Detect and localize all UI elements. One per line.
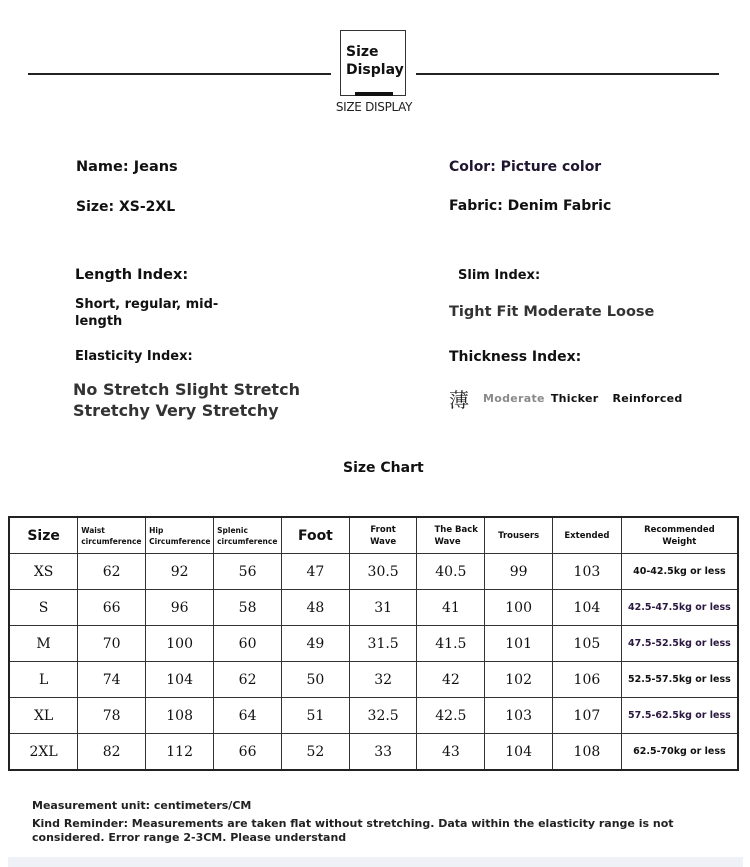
header-splenic: Splenic circumference — [214, 517, 282, 554]
header-rule-left — [28, 73, 331, 75]
cell-front-wave: 30.5 — [349, 554, 417, 590]
cell-foot: 48 — [282, 590, 350, 626]
cell-waist: 70 — [78, 626, 146, 662]
slim-index-label: Slim Index: — [458, 268, 541, 283]
thickness-option-thicker: Thicker — [550, 392, 599, 405]
cell-hip: 112 — [146, 734, 214, 771]
cell-splenic: 58 — [214, 590, 282, 626]
cell-foot: 52 — [282, 734, 350, 771]
bottom-band — [8, 857, 743, 867]
length-index-label: Length Index: — [75, 267, 189, 283]
logo-text — [346, 43, 404, 79]
header-foot: Foot — [282, 517, 350, 554]
cell-trousers: 102 — [485, 662, 553, 698]
cell-hip: 104 — [146, 662, 214, 698]
cell-splenic: 60 — [214, 626, 282, 662]
header-waist: Waist circumference — [78, 517, 146, 554]
cell-extended: 103 — [553, 554, 622, 590]
cell-trousers: 101 — [485, 626, 553, 662]
length-index-value — [75, 296, 218, 330]
cell-size: M — [9, 626, 78, 662]
table-row — [9, 662, 738, 698]
cell-splenic: 66 — [214, 734, 282, 771]
cell-recommended-weight: 52.5-57.5kg or less — [621, 662, 738, 698]
table-header-row — [9, 517, 738, 554]
measurement-unit-note: Measurement unit: centimeters/CM — [32, 799, 252, 812]
cell-foot: 50 — [282, 662, 350, 698]
cell-size: XS — [9, 554, 78, 590]
cell-hip: 100 — [146, 626, 214, 662]
cell-splenic: 64 — [214, 698, 282, 734]
cell-extended: 107 — [553, 698, 622, 734]
table-row — [9, 734, 738, 771]
cell-back-wave: 41.5 — [417, 626, 485, 662]
cell-front-wave: 31 — [349, 590, 417, 626]
logo-line-2: Display — [346, 62, 404, 78]
cell-trousers: 99 — [485, 554, 553, 590]
cell-waist: 78 — [78, 698, 146, 734]
cell-front-wave: 32 — [349, 662, 417, 698]
cell-extended: 105 — [553, 626, 622, 662]
cell-recommended-weight: 57.5-62.5kg or less — [621, 698, 738, 734]
kind-reminder-note — [32, 817, 674, 845]
cell-hip: 96 — [146, 590, 214, 626]
cell-front-wave: 33 — [349, 734, 417, 771]
product-color: Color: Picture color — [449, 159, 602, 175]
cell-recommended-weight: 62.5-70kg or less — [621, 734, 738, 771]
product-fabric: Fabric: Denim Fabric — [449, 198, 612, 214]
slim-index-value: Tight Fit Moderate Loose — [449, 304, 655, 320]
cell-size: 2XL — [9, 734, 78, 771]
cell-front-wave: 31.5 — [349, 626, 417, 662]
reminder-line-2: considered. Error range 2-3CM. Please understand — [32, 831, 347, 844]
cell-waist: 82 — [78, 734, 146, 771]
thickness-option-thin: 薄 — [449, 388, 469, 412]
header-rule-right — [416, 73, 719, 75]
cell-back-wave: 40.5 — [417, 554, 485, 590]
cell-foot: 51 — [282, 698, 350, 734]
cell-waist: 62 — [78, 554, 146, 590]
logo-underline — [355, 92, 393, 96]
cell-front-wave: 32.5 — [349, 698, 417, 734]
cell-recommended-weight: 42.5-47.5kg or less — [621, 590, 738, 626]
logo-line-1: Size — [346, 44, 379, 60]
header-recommended-weight: Recommended Weight — [621, 517, 738, 554]
cell-trousers: 100 — [485, 590, 553, 626]
cell-size: XL — [9, 698, 78, 734]
cell-size: L — [9, 662, 78, 698]
cell-hip: 92 — [146, 554, 214, 590]
cell-waist: 66 — [78, 590, 146, 626]
size-display-logo — [340, 30, 406, 96]
header-front-wave: Front Wave — [349, 517, 417, 554]
thickness-option-moderate: Moderate — [483, 392, 545, 405]
cell-trousers: 104 — [485, 734, 553, 771]
cell-back-wave: 41 — [417, 590, 485, 626]
table-row — [9, 554, 738, 590]
cell-back-wave: 42 — [417, 662, 485, 698]
cell-extended: 104 — [553, 590, 622, 626]
size-chart-title: Size Chart — [343, 460, 424, 476]
cell-extended: 108 — [553, 734, 622, 771]
cell-recommended-weight: 40-42.5kg or less — [621, 554, 738, 590]
cell-foot: 47 — [282, 554, 350, 590]
thickness-options — [449, 384, 697, 413]
header-size: Size — [9, 517, 78, 554]
product-size-range: Size: XS-2XL — [76, 199, 176, 215]
elasticity-value-line-1: No Stretch Slight Stretch — [73, 380, 300, 399]
table-row — [9, 698, 738, 734]
length-value-line-2: length — [75, 314, 123, 329]
logo-caption: SIZE DISPLAY — [335, 100, 413, 114]
header-trousers: Trousers — [485, 517, 553, 554]
cell-extended: 106 — [553, 662, 622, 698]
cell-trousers: 103 — [485, 698, 553, 734]
elasticity-index-value — [73, 379, 300, 421]
thickness-index-label: Thickness Index: — [449, 349, 582, 365]
elasticity-index-label: Elasticity Index: — [75, 349, 193, 364]
cell-splenic: 62 — [214, 662, 282, 698]
cell-back-wave: 42.5 — [417, 698, 485, 734]
cell-back-wave: 43 — [417, 734, 485, 771]
table-row — [9, 626, 738, 662]
thickness-option-reinforced: Reinforced — [612, 392, 683, 405]
size-chart-table — [8, 516, 739, 771]
cell-splenic: 56 — [214, 554, 282, 590]
cell-foot: 49 — [282, 626, 350, 662]
product-name: Name: Jeans — [76, 159, 178, 175]
header-hip: Hip Circumference — [146, 517, 214, 554]
cell-recommended-weight: 47.5-52.5kg or less — [621, 626, 738, 662]
header-extended: Extended — [553, 517, 622, 554]
table-row — [9, 590, 738, 626]
cell-size: S — [9, 590, 78, 626]
cell-waist: 74 — [78, 662, 146, 698]
header-back-wave: The Back Wave — [417, 517, 485, 554]
length-value-line-1: Short, regular, mid- — [75, 297, 219, 312]
elasticity-value-line-2: Stretchy Very Stretchy — [73, 401, 279, 420]
cell-hip: 108 — [146, 698, 214, 734]
reminder-line-1: Kind Reminder: Measurements are taken flat without stretching. Data within the elasticity range is not — [32, 817, 674, 830]
